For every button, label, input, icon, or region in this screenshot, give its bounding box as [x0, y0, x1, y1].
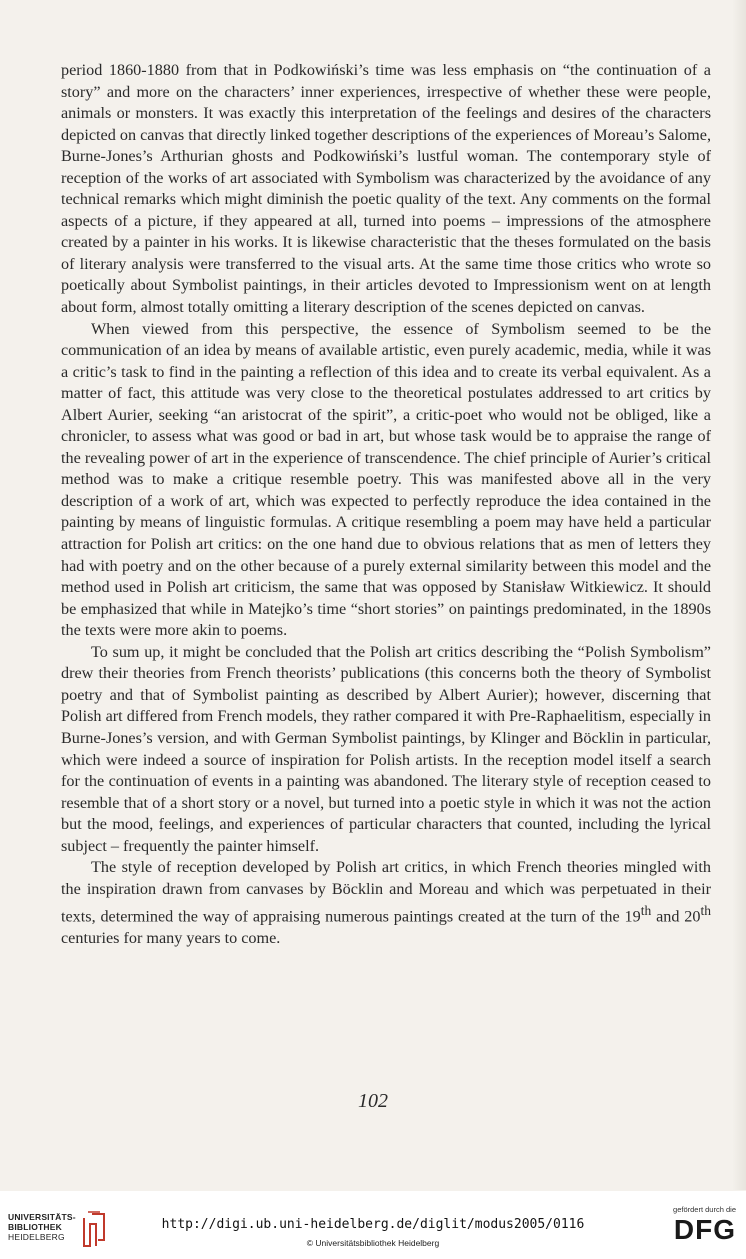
scan-shadow-edge — [732, 0, 746, 1190]
page-number: 102 — [358, 1090, 388, 1112]
paragraph-3: To sum up, it might be concluded that the Polish art critics describing the “Polish Symbolism” drew their theories from French theorists’ publications (this concerns both the theory of Symbolist poetry and that of Symbolist painting as described by Albert Aurier); however, discerning that Polish art differed from French models, they rather compared it with Pre-Raphaelitism, especially in Burne-Jones’s version, and with German Symbolist paintings, by Klinger and Böcklin in particular, which were indeed a source of inspiration for Polish artists. In the reception model itself a search for the continuation of events in a painting was abandoned. The literary style of reception ceased to resemble that of a short story or a novel, but turned into a poetic style in which it was not the action but the mood, feelings, and experiences of particular characters that counted, including the lyrical subject – frequently the painter himself. — [61, 642, 711, 855]
logo-line-1: UNIVERSITÄTS- — [8, 1212, 76, 1222]
superscript-th-1: th — [640, 903, 652, 919]
superscript-th-2: th — [700, 903, 711, 919]
paragraph-4-text-start: The style of reception developed by Polish art critics, in which French theories mingled with the inspiration drawn from canvases by Böcklin and Moreau and which was perpetuated in their texts, determined the way of appraising numerous paintings created at the turn of the 19 — [61, 858, 711, 926]
paragraph-2: When viewed from this perspective, the essence of Symbolism seemed to be the communication of an idea by means of available artistic, even purely academic, media, while it was a critic’s task to find in the painting a reflection of this idea and to create its verbal equivalent. As a matter of fact, this attitude was very close to the theoretical postulates addressed to art critics by Albert Aurier, seeking “an aristocrat of the spirit”, a critic-poet who would not be obliged, like a chronicler, to assess what was good or bad in art, but whose task would be to appraise the range of the revealing power of art in the experience of transcendence. The chief principle of Aurier’s critical method was to make a critique resemble poetry. This was manifested above all in the very description of a work of art, which was expected to perfectly reproduce the idea contained in the painting by means of linguistic formulas. A critique resembling a poem may have held a particular attraction for Polish art critics: on the one hand due to obvious relations that as men of letters they had with poetry and on the other because of a purely external similarity between this model and the method used in Polish art criticism, the same that was opposed by Stanisław Witkiewicz. It should be emphasized that while in Matejko’s time “short stories” on paintings predominated, in the 1890s the texts were more akin to poems. — [61, 319, 711, 640]
dfg-wordmark: DFG — [673, 1214, 736, 1245]
copyright-notice: © Universitätsbibliothek Heidelberg — [306, 1238, 440, 1248]
dfg-caption: gefördert durch die — [673, 1205, 736, 1214]
logo-line-2: BIBLIOTHEK — [8, 1222, 62, 1232]
permalink-url[interactable]: http://digi.ub.uni-heidelberg.de/diglit/modus2005/0116 — [161, 1217, 585, 1232]
paragraph-1: period 1860-1880 from that in Podkowiński’s time was less emphasis on “the continuation of a story” and more on the characters’ inner experiences, irrespective of whether these were people, animals or monsters. It was exactly this interpretation of the feelings and desires of the characters depicted on canvas that directly linked together descriptions of the experiences of Moreau’s Salome, Burne-Jones’s Arthurian ghosts and Podkowiński’s lustful woman. The contemporary style of reception of the works of art associated with Symbolism was characterized by the avoidance of any technical remarks which might diminish the poetic quality of the text. Any comments on the formal aspects of a picture, if they appeared at all, turned into poems – impressions of the atmosphere created by a painter in his works. It is likewise characteristic that the theses formulated on the basis of literary analysis were transferred to the visual arts. At the same time those critics who wrote so poetically about Symbolist paintings, in their articles devoted to Impressionism went on at length about form, almost totally omitting a literary description of the scenes depicted on canvas. — [61, 61, 711, 317]
logo-line-3: HEIDELBERG — [8, 1232, 65, 1242]
dfg-logo — [656, 1205, 736, 1249]
paragraph-4-text-middle: and 20 — [651, 907, 701, 926]
body-text — [61, 60, 711, 950]
paragraph-4 — [61, 857, 711, 950]
digitization-footer — [0, 1191, 746, 1259]
paragraph-4-text-end: centuries for many years to come. — [61, 929, 281, 948]
